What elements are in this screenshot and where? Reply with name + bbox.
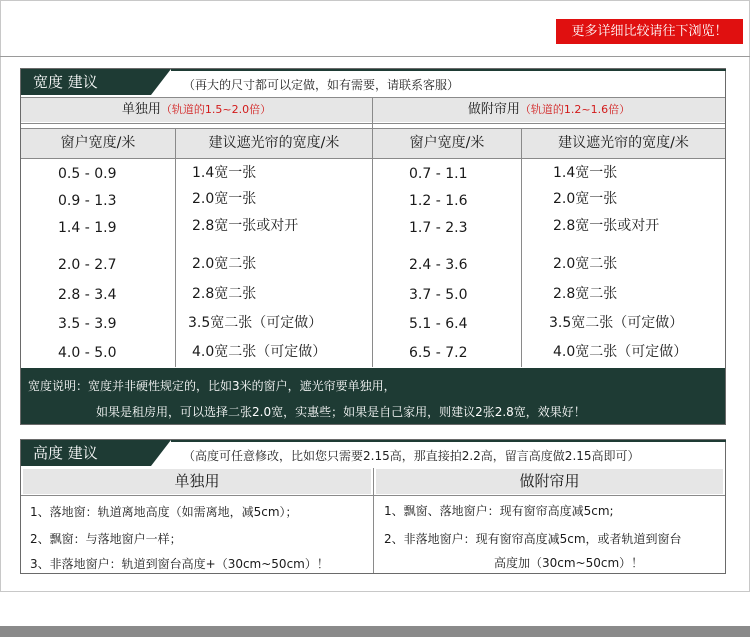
grid-line [175, 128, 176, 367]
window-width-cell: 1.7 - 2.3 [409, 220, 468, 236]
height-right-item: 2、非落地窗户：现有窗帘高度减5cm，或者轨道到窗台 [384, 532, 682, 546]
more-comparison-link[interactable]: 更多详细比较请往下浏览！ [556, 19, 743, 44]
left-group-label: 单独用 [121, 102, 161, 117]
window-width-cell: 3.5 - 3.9 [58, 316, 117, 332]
height-left-item: 2、飘窗：与落地窗户一样； [30, 532, 182, 546]
curtain-width-cell: 2.0宽二张 [553, 256, 618, 272]
height-left-item: 1、落地窗：轨道离地高度（如需离地，减5cm）； [30, 505, 298, 519]
window-width-cell: 2.4 - 3.6 [409, 257, 468, 273]
curtain-width-cell: 2.8宽二张 [553, 286, 618, 302]
height-section-title: 高度 建议 [21, 440, 151, 466]
width-section-title: 宽度 建议 [21, 69, 151, 95]
col-header-curtain-width: 建议遮光帘的宽度/米 [522, 129, 725, 158]
left-group-header [21, 98, 372, 122]
grid-line [21, 123, 725, 124]
col-header-curtain-width: 建议遮光帘的宽度/米 [176, 129, 372, 158]
window-width-cell: 2.8 - 3.4 [58, 287, 117, 303]
curtain-width-cell: 4.0宽二张（可定做） [192, 344, 327, 360]
window-width-cell: 2.0 - 2.7 [58, 257, 117, 273]
grid-line [521, 128, 522, 367]
width-note-line: 宽度说明：宽度并非硬性规定的，比如3米的窗户，遮光帘要单独用， [28, 379, 396, 393]
panel-top-line [171, 440, 726, 442]
curtain-width-cell: 2.0宽二张 [192, 256, 257, 272]
height-suggestion-panel [20, 439, 726, 574]
grid-line [373, 468, 374, 573]
window-width-cell: 0.5 - 0.9 [58, 166, 117, 182]
grid-line [21, 97, 725, 98]
panel-top-line [171, 69, 726, 71]
right-group-label: 做附帘用 [467, 102, 520, 117]
height-section-note: （高度可任意修改，比如您只需要2.15高，那直接拍2.2高，留言高度做2.15高即可） [183, 449, 640, 463]
width-section-note: （再大的尺寸都可以定做，如有需要，请联系客服） [183, 78, 460, 92]
width-suggestion-panel [20, 68, 726, 425]
right-group-header [373, 98, 725, 122]
window-width-cell: 3.7 - 5.0 [409, 287, 468, 303]
window-width-cell: 0.9 - 1.3 [58, 193, 117, 209]
curtain-width-cell: 4.0宽二张（可定做） [553, 344, 688, 360]
height-right-item: 1、飘窗、落地窗户：现有窗帘高度减5cm; [384, 504, 614, 518]
left-group-ratio: （轨道的1.5~2.0倍） [160, 103, 272, 116]
curtain-width-cell: 2.8宽一张或对开 [192, 218, 299, 234]
footer-bar [0, 626, 750, 637]
window-width-cell: 1.4 - 1.9 [58, 220, 117, 236]
curtain-width-cell: 2.8宽一张或对开 [553, 218, 660, 234]
curtain-width-cell: 3.5宽二张（可定做） [549, 315, 684, 331]
grid-line [372, 97, 373, 367]
window-width-cell: 6.5 - 7.2 [409, 345, 468, 361]
curtain-width-cell: 2.8宽二张 [192, 286, 257, 302]
curtain-width-cell: 2.0宽一张 [553, 191, 618, 207]
curtain-width-cell: 1.4宽一张 [192, 165, 257, 181]
right-group-ratio: （轨道的1.2~1.6倍） [519, 103, 631, 116]
window-width-cell: 0.7 - 1.1 [409, 166, 468, 182]
grid-line [21, 128, 725, 129]
ribbon-tip [151, 69, 171, 95]
divider [0, 56, 750, 57]
curtain-width-cell: 2.0宽一张 [192, 191, 257, 207]
ribbon-tip [151, 440, 171, 466]
width-notes [21, 368, 725, 424]
height-right-header: 做附帘用 [376, 469, 723, 494]
grid-line [21, 158, 725, 159]
curtain-width-cell: 3.5宽二张（可定做） [188, 315, 323, 331]
window-width-cell: 4.0 - 5.0 [58, 345, 117, 361]
col-header-window-width: 窗户宽度/米 [21, 129, 175, 158]
window-width-cell: 5.1 - 6.4 [409, 316, 468, 332]
height-right-item: 高度加（30cm~50cm）！ [494, 556, 644, 570]
height-left-header: 单独用 [23, 469, 371, 494]
col-header-window-width: 窗户宽度/米 [373, 129, 521, 158]
window-width-cell: 1.2 - 1.6 [409, 193, 468, 209]
curtain-width-cell: 1.4宽一张 [553, 165, 618, 181]
height-left-item: 3、非落地窗户：轨道到窗台高度+（30cm~50cm）！ [30, 557, 329, 571]
width-note-line: 如果是租房用，可以选择二张2.0宽，实惠些；如果是自己家用，则建议2张2.8宽，效果好！ [96, 405, 586, 419]
